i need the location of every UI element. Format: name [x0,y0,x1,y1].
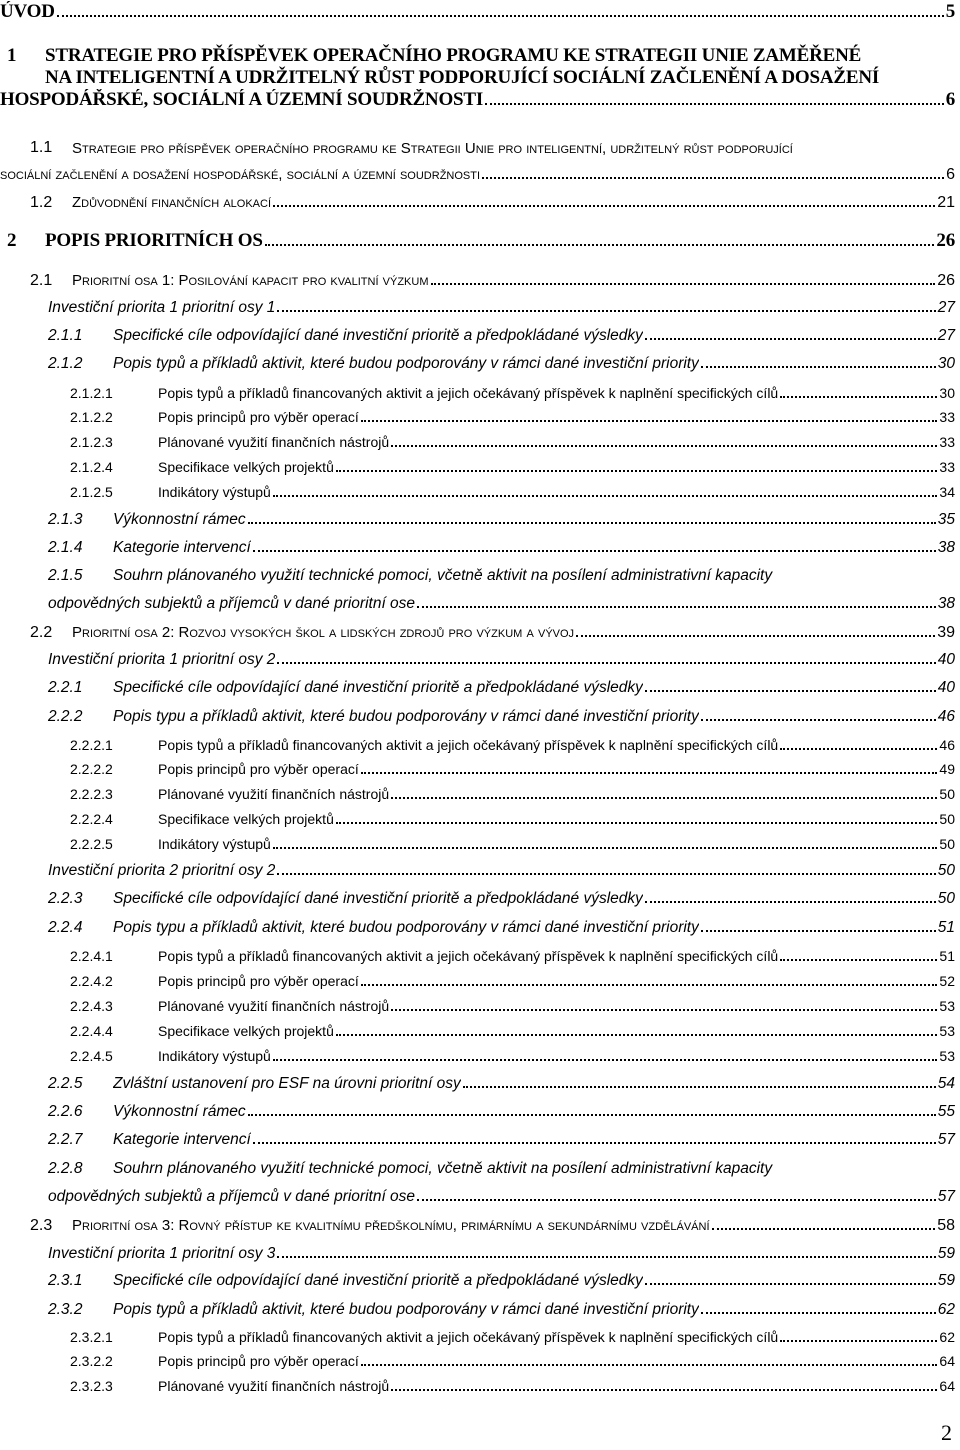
toc-entry[interactable] [0,1155,955,1209]
toc-entry-title: ÚVOD [0,1,55,22]
dot-leader [277,310,935,312]
toc-entry-title: Popis typu a příkladů aktivit, které budou podporovány v rámci dané investiční priority [113,708,699,725]
toc-entry-page: 58 [937,1217,955,1234]
dot-leader [361,772,938,774]
toc-entry-page: 53 [939,1023,955,1039]
toc-entry-title: Výkonnostní rámec [113,1103,246,1120]
toc-entry-title: Investiční priorita 1 prioritní osy 3 [48,1245,276,1262]
toc-entry-number: 2.2.3 [48,890,83,907]
toc-entry-title: Popis typů a příkladů financovaných aktivit a jejich očekávaný příspěvek k naplnění specifických cílů [158,1329,779,1345]
toc-entry[interactable] [0,730,955,756]
toc-entry-page: 38 [937,595,955,612]
toc-entry[interactable] [0,477,955,503]
toc-entry-number: 2.3.2.1 [70,1329,113,1345]
toc-entry-title: Plánované využití finančních nástrojů [158,434,390,450]
toc-entry-number: 2.2.4.5 [70,1048,113,1064]
toc-entry-title: Popis typu a příkladů aktivit, které budou podporovány v rámci dané investiční priority [113,919,699,936]
toc-entry-title: Zdůvodnění finančních alokací [72,194,272,211]
toc-entry[interactable] [0,229,955,255]
dot-leader [277,1256,935,1258]
toc-entry-title: POPIS PRIORITNÍCH OS [45,230,263,251]
toc-entry-title: Plánované využití finančních nástrojů [158,786,390,802]
toc-entry-number: 2.1 [30,272,53,289]
toc-entry-page: 27 [937,327,955,344]
toc-entry-page: 53 [939,1048,955,1064]
toc-entry-title: Specifické cíle odpovídající dané investiční prioritě a předpokládané výsledky [113,327,643,344]
toc-entry[interactable] [0,534,955,560]
toc-entry[interactable] [0,1212,955,1238]
dot-leader [482,177,944,179]
toc-entry-page: 33 [939,459,955,475]
toc-entry-number: 2.3.2.2 [70,1353,113,1369]
toc-entry-title: Indikátory výstupů [158,836,271,852]
dot-leader [780,959,937,961]
toc-entry-page: 46 [937,708,955,725]
toc-entry[interactable] [0,885,955,911]
toc-entry[interactable] [0,1240,955,1266]
dot-leader [780,396,937,398]
toc-entry-page: 26 [936,230,955,251]
toc-entry-title: odpovědných subjektů a příjemců v dané prioritní ose [48,595,416,612]
toc-entry-page: 26 [937,272,955,289]
dot-leader [273,847,938,849]
toc-entry-page: 33 [939,409,955,425]
toc-entry[interactable] [0,452,955,478]
toc-entry[interactable] [0,1371,955,1397]
toc-entry[interactable] [0,829,955,855]
dot-leader [431,283,936,285]
dot-leader [701,719,936,721]
toc-entry-page: 39 [937,624,955,641]
toc-entry-title: Investiční priorita 2 prioritní osy 2 [48,862,276,879]
toc-entry-page: 35 [937,511,955,528]
toc-entry-number: 2.2.2.5 [70,836,113,852]
toc-entry[interactable] [0,779,955,805]
toc-entry-title: Plánované využití finančních nástrojů [158,1378,390,1394]
toc-entry[interactable] [0,703,955,729]
toc-entry-number: 2.3.2.3 [70,1378,113,1394]
dot-leader [265,244,935,246]
toc-entry-page: 40 [937,651,955,668]
toc-entry-page: 40 [937,679,955,696]
toc-entry-page: 57 [937,1188,955,1205]
toc-entry-title: Indikátory výstupů [158,1048,271,1064]
toc-entry-page: 62 [937,1301,955,1318]
dot-leader [248,522,936,524]
toc-entry-title: Specifické cíle odpovídající dané investiční prioritě a předpokládané výsledky [113,679,643,696]
toc-entry-number: 2.3 [30,1217,53,1234]
toc-entry[interactable] [0,941,955,967]
toc-entry-number: 2.1.5 [48,567,83,584]
toc-entry-title: Popis typů a příkladů financovaných aktivit a jejich očekávaný příspěvek k naplnění specifických cílů [158,385,779,401]
dot-leader [361,420,938,422]
toc-entry-title: Popis principů pro výběr operací [158,761,359,777]
toc-entry[interactable] [0,754,955,780]
page-number: 2 [941,1420,952,1445]
toc-entry-number: 2.2.6 [48,1103,83,1120]
toc-entry-page: 33 [939,434,955,450]
toc-entry-page: 50 [937,862,955,879]
dot-leader [417,1199,936,1201]
dot-leader [273,495,938,497]
toc-entry-title: Specifikace velkých projektů [158,459,334,475]
dot-leader [391,797,937,799]
dot-leader [576,635,935,637]
dot-leader [57,15,944,17]
toc-entry-page: 57 [937,1131,955,1148]
toc-entry-title: Popis principů pro výběr operací [158,973,359,989]
toc-entry-page: 46 [939,737,955,753]
toc-entry-page: 50 [939,836,955,852]
toc-entry-title: Prioritní osa 3: Rovný přístup ke kvalitnímu předškolnímu, primárnímu a sekundárnímu vzdělávání [72,1217,710,1234]
toc-entry-title: Popis principů pro výběr operací [158,409,359,425]
toc-entry[interactable] [0,1267,955,1293]
dot-leader [645,690,936,692]
dot-leader [336,1034,938,1036]
toc-entry-title: Specifické cíle odpovídající dané investiční prioritě a předpokládané výsledky [113,890,643,907]
toc-entry[interactable] [0,914,955,940]
toc-entry-title: Specifikace velkých projektů [158,1023,334,1039]
toc-entry-number: 2.2 [30,624,53,641]
toc-entry-number: 2.1.2.5 [70,484,113,500]
dot-leader [277,873,935,875]
toc-entry-number: 2.1.4 [48,539,83,556]
toc-entry-page: 51 [937,919,955,936]
toc-entry-page: 27 [937,299,955,316]
toc-entry-page: 49 [939,761,955,777]
toc-entry[interactable] [0,350,955,376]
toc-entry-page: 21 [937,194,955,211]
toc-entry-page: 51 [939,948,955,964]
toc-entry-number: 2.2.4.2 [70,973,113,989]
toc-entry-title: Plánované využití finančních nástrojů [158,998,390,1014]
dot-leader [463,1086,936,1088]
toc-entry-number: 2.2.2.1 [70,737,113,753]
toc-entry[interactable] [0,378,955,404]
toc-entry[interactable] [0,857,955,883]
toc-entry-page: 50 [939,811,955,827]
toc-entry-number: 2.3.2 [48,1301,83,1318]
toc-entry-page: 52 [939,973,955,989]
toc-entry-page: 50 [937,890,955,907]
toc-entry-number: 2.1.2.3 [70,434,113,450]
toc-entry-title: Popis typů a příkladů financovaných aktivit a jejich očekávaný příspěvek k naplnění specifických cílů [158,948,779,964]
dot-leader [253,550,936,552]
toc-entry-number: 2.2.8 [48,1160,83,1177]
toc-entry[interactable] [0,804,955,830]
toc-entry[interactable] [0,189,955,215]
toc-entry-title-line: STRATEGIE PRO PŘÍSPĚVEK OPERAČNÍHO PROGRAMU KE STRATEGII UNIE ZAMĚŘENÉ [45,45,862,66]
toc-entry-page: 30 [939,385,955,401]
toc-entry[interactable] [0,427,955,453]
toc-entry-title-line: Souhrn plánovaného využití technické pomoci, včetně aktivit na posílení administrativní kapacity [113,567,773,584]
toc-entry[interactable] [0,134,955,187]
toc-entry-number: 2.1.2 [48,355,83,372]
toc-entry-title: Popis typů a příkladů aktivit, které budou podporovány v rámci dané investiční priority [113,1301,699,1318]
toc-entry[interactable] [0,322,955,348]
dot-leader [336,470,938,472]
toc-entry-title: Popis typů a příkladů aktivit, které budou podporovány v rámci dané investiční priority [113,355,699,372]
toc-entry-title: Specifické cíle odpovídající dané investiční prioritě a předpokládané výsledky [113,1272,643,1289]
toc-entry-number: 2.3.1 [48,1272,83,1289]
toc-entry-page: 50 [939,786,955,802]
toc-entry-title: Investiční priorita 1 prioritní osy 2 [48,651,276,668]
toc-entry-number: 2.2.2.4 [70,811,113,827]
dot-leader [701,366,936,368]
toc-entry[interactable] [0,1098,955,1124]
dot-leader [645,1283,936,1285]
toc-entry[interactable] [0,402,955,428]
toc-entry[interactable] [0,1322,955,1348]
toc-entry-number: 1 [7,45,17,66]
toc-entry-number: 2 [7,230,17,251]
toc-entry-title: Prioritní osa 1: Posilování kapacit pro kvalitní výzkum [72,272,429,289]
toc-entry[interactable] [0,0,955,26]
dot-leader [780,748,937,750]
toc-entry-number: 2.2.1 [48,679,83,696]
dot-leader [645,338,936,340]
toc-entry-title-line: Strategie pro příspěvek operačního programu ke Strategii Unie pro inteligentní, udržitelný růst podporující [72,140,793,157]
toc-entry-number: 2.1.2.2 [70,409,113,425]
toc-entry-title: Prioritní osa 2: Rozvoj vysokých škol a lidských zdrojů pro výzkum a vývoj [72,624,575,641]
toc-entry[interactable] [0,562,955,616]
toc-entry-title: Kategorie intervencí [113,1131,251,1148]
toc-entry-page: 5 [945,1,955,22]
dot-leader [391,1389,937,1391]
dot-leader [361,984,938,986]
toc-entry[interactable] [0,1126,955,1152]
dot-leader [248,1114,936,1116]
toc-entry-page: 38 [937,539,955,556]
toc-entry-number: 2.2.2.2 [70,761,113,777]
dot-leader [485,103,944,105]
toc-entry-title: odpovědných subjektů a příjemců v dané prioritní ose [48,1188,416,1205]
toc-entry-page: 30 [937,355,955,372]
toc-entry[interactable] [0,1016,955,1042]
toc-entry-page: 62 [939,1329,955,1345]
toc-entry[interactable] [0,646,955,672]
toc-entry-title: Indikátory výstupů [158,484,271,500]
toc-entry[interactable] [0,294,955,320]
toc-entry-number: 2.2.5 [48,1075,83,1092]
toc-entry-page: 64 [939,1353,955,1369]
dot-leader [701,930,936,932]
toc-entry-page: 59 [937,1272,955,1289]
toc-entry-number: 1.1 [30,139,53,156]
toc-entry[interactable] [0,1041,955,1067]
toc-entry[interactable] [0,619,955,645]
toc-entry-title-line: Souhrn plánovaného využití technické pomoci, včetně aktivit na posílení administrativní kapacity [113,1160,773,1177]
dot-leader [273,205,935,207]
toc-entry-number: 2.2.2 [48,708,83,725]
toc-entry[interactable] [0,267,955,293]
dot-leader [253,1142,936,1144]
dot-leader [277,662,935,664]
toc-entry-number: 2.2.4 [48,919,83,936]
toc-entry-page: 6 [945,89,955,110]
toc-entry-title: Výkonnostní rámec [113,511,246,528]
dot-leader [417,606,936,608]
toc-entry[interactable] [0,966,955,992]
toc-entry-page: 34 [939,484,955,500]
toc-entry-number: 2.1.1 [48,327,83,344]
dot-leader [391,445,937,447]
dot-leader [712,1228,936,1230]
toc-entry[interactable] [0,506,955,532]
toc-entry-title: Investiční priorita 1 prioritní osy 1 [48,299,276,316]
toc-entry-page: 6 [946,166,955,183]
toc-entry-title: HOSPODÁŘSKÉ, SOCIÁLNÍ A ÚZEMNÍ SOUDRŽNOSTI [0,89,484,110]
toc-entry-number: 2.2.4.1 [70,948,113,964]
toc-entry-number: 2.2.4.3 [70,998,113,1014]
toc-entry-number: 2.2.7 [48,1131,83,1148]
toc-entry-number: 1.2 [30,194,53,211]
toc-entry-title: Popis principů pro výběr operací [158,1353,359,1369]
toc-entry[interactable] [0,1070,955,1096]
toc-entry-page: 55 [937,1103,955,1120]
toc-entry-page: 53 [939,998,955,1014]
dot-leader [701,1312,936,1314]
toc-entry-number: 2.2.4.4 [70,1023,113,1039]
toc-entry[interactable] [0,44,955,114]
dot-leader [645,901,936,903]
dot-leader [336,822,938,824]
dot-leader [361,1364,938,1366]
toc-entry-number: 2.2.2.3 [70,786,113,802]
toc-entry-title-line: NA INTELIGENTNÍ A UDRŽITELNÝ RŮST PODPORUJÍCÍ SOCIÁLNÍ ZAČLENĚNÍ A DOSAŽENÍ [45,67,880,88]
toc-entry[interactable] [0,1296,955,1322]
toc-entry-title: Kategorie intervencí [113,539,251,556]
toc-entry[interactable] [0,674,955,700]
toc-entry-title: Popis typů a příkladů financovaných aktivit a jejich očekávaný příspěvek k naplnění specifických cílů [158,737,779,753]
toc-entry-title: sociální začlenění a dosažení hospodářské, sociální a územní soudržnosti [0,166,481,183]
toc-entry-page: 54 [937,1075,955,1092]
dot-leader [391,1009,937,1011]
dot-leader [780,1340,937,1342]
toc-entry-number: 2.1.3 [48,511,83,528]
toc-entry-number: 2.1.2.4 [70,459,113,475]
toc-entry[interactable] [0,991,955,1017]
toc-entry-title: Zvláštní ustanovení pro ESF na úrovni prioritní osy [113,1075,461,1092]
toc-entry-number: 2.1.2.1 [70,385,113,401]
toc-entry-page: 64 [939,1378,955,1394]
dot-leader [273,1059,938,1061]
toc-entry-page: 59 [937,1245,955,1262]
toc-entry[interactable] [0,1346,955,1372]
toc-entry-title: Specifikace velkých projektů [158,811,334,827]
